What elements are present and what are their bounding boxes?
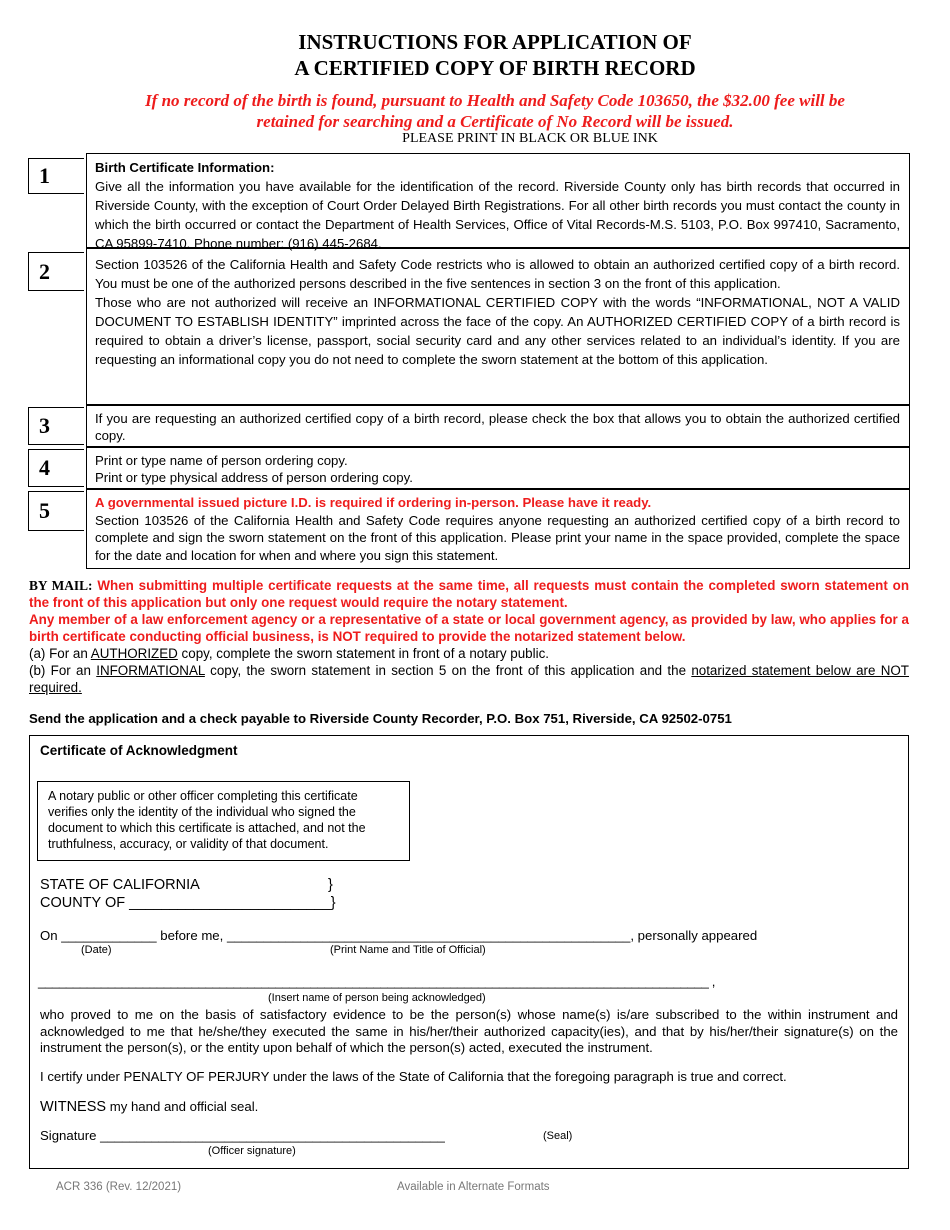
notary-disclaimer-text: A notary public or other officer completing this certificate verifies only the identity of the individual who signed the document to which this certificate is attached, and not the truthfulness, accuracy, or validity of that document. bbox=[48, 789, 366, 851]
alternate-formats-note: Available in Alternate Formats bbox=[397, 1181, 550, 1193]
option-a-prefix: (a) For an bbox=[29, 646, 91, 661]
by-mail-multiple-requests: When submitting multiple certificate requests at the same time, all requests must contain the completed sworn statement on the front of this application but only one request would require the notary statement. bbox=[29, 578, 909, 610]
state-brace: } bbox=[328, 877, 333, 893]
state-of-california: STATE OF CALIFORNIA bbox=[40, 877, 200, 893]
section-3-body: If you are requesting an authorized certified copy of a birth record, please check the box that allows you to obtain the authorized certified copy. bbox=[95, 411, 900, 443]
section-2-paragraph-2: Those who are not authorized will receive an INFORMATIONAL CERTIFIED COPY with the words “INFORMATIONAL, NOT A VALID DOCUMENT TO ESTABLISH IDENTITY” imprinted across the face of the copy. An AUTHORIZED CERTIFIED COPY of a birth record is required to obtain a driver’s license, passport, social security card and any other services related to an individual’s identity. If you are requesting an informational copy you do not need to complete the sworn statement at the bottom of this application. bbox=[95, 295, 900, 367]
no-record-notice-line-1: If no record of the birth is found, pursuant to Health and Safety Code 103650, the $32.00 fee will be bbox=[145, 91, 845, 110]
section-5-number: 5 bbox=[28, 491, 84, 531]
send-instructions: Send the application and a check payable to Riverside County Recorder, P.O. Box 751, Riverside, CA 92502-0751 bbox=[29, 711, 732, 726]
option-b-informational: INFORMATIONAL bbox=[96, 663, 205, 678]
page-title-line-1: INSTRUCTIONS FOR APPLICATION OF bbox=[298, 30, 692, 54]
person-acknowledged-label: (Insert name of person being acknowledged) bbox=[268, 992, 486, 1004]
section-2-number: 2 bbox=[28, 252, 84, 291]
section-4-line-1: Print or type name of person ordering copy. bbox=[95, 453, 348, 468]
page-title-line-2: A CERTIFIED COPY OF BIRTH RECORD bbox=[294, 56, 696, 80]
officer-signature-label: (Officer signature) bbox=[208, 1145, 296, 1157]
option-b-middle: copy, the sworn statement in section 5 on the front of this application and the bbox=[204, 663, 692, 678]
by-mail-colon: : bbox=[88, 578, 93, 593]
satisfactory-evidence-paragraph: who proved to me on the basis of satisfactory evidence to be the person(s) whose name(s) is/are subscribed to the within instrument and acknowledged to me that he/she/they executed the same in his/her/their authorized capacity(ies), and that by his/her/their signature(s) on the instrument the person(s), or the entity upon behalf of which the person(s) acted, executed the instrument. bbox=[40, 1007, 898, 1055]
section-3-number: 3 bbox=[28, 407, 84, 445]
section-1-heading: Birth Certificate Information: bbox=[95, 160, 275, 175]
no-record-notice-line-2: retained for searching and a Certificate of No Record will be issued. bbox=[256, 112, 734, 131]
by-mail-agency-exemption: Any member of a law enforcement agency or a representative of a state or local government agency, as provided by law, who applies for a birth certificate conducting official business, is NOT required to provide the notarized statement below. bbox=[29, 612, 909, 644]
official-name-title-label: (Print Name and Title of Official) bbox=[330, 944, 486, 956]
by-mail-block bbox=[29, 577, 909, 696]
ink-instruction: PLEASE PRINT IN BLACK OR BLUE INK bbox=[402, 131, 658, 146]
section-4-number: 4 bbox=[28, 449, 84, 487]
by-mail-label: BY MAIL bbox=[29, 578, 89, 593]
on-date-before-me-line[interactable]: On _____________ before me, _______________________________________________________, personally appeared bbox=[40, 928, 758, 943]
seal-label: (Seal) bbox=[543, 1130, 573, 1142]
option-a-suffix: copy, complete the sworn statement in front of a notary public. bbox=[177, 646, 549, 661]
person-acknowledged-line[interactable]: ________________________________________________________________________________________________ , bbox=[38, 974, 716, 989]
notary-disclaimer-box bbox=[37, 781, 410, 861]
section-2-paragraph-1: Section 103526 of the California Health and Safety Code restricts who is allowed to obtain an authorized certified copy of a birth record. You must be one of the authorized persons described in the five sentences in section 3 on the front of this application. bbox=[95, 257, 900, 291]
witness-rest: my hand and official seal. bbox=[106, 1099, 259, 1114]
section-1-body: Give all the information you have available for the identification of the record. Riverside County only has birth records that occurred in Riverside County, with the exception of Court Order Delayed Birth Registrations. For all other birth records you must contact the county in which the birth occurred or contact the Department of Health Services, Office of Vital Records-M.S. 5103, P.O. Box 997410, Sacramento, CA 95899-7410. Phone number: (916) 445-2684. bbox=[95, 179, 900, 251]
section-5-text bbox=[95, 494, 900, 564]
witness-word: WITNESS bbox=[40, 1099, 107, 1115]
option-b-prefix: (b) For an bbox=[29, 663, 97, 678]
option-b-not-required: notarized statement below are NOT required. bbox=[29, 663, 909, 695]
section-5-id-requirement: A governmental issued picture I.D. is required if ordering in-person. Please have it ready. bbox=[95, 495, 652, 510]
witness-line bbox=[40, 1098, 258, 1116]
county-of-field[interactable]: COUNTY OF _________________________} bbox=[40, 895, 336, 911]
date-label: (Date) bbox=[81, 944, 112, 956]
form-number: ACR 336 (Rev. 12/2021) bbox=[56, 1181, 182, 1193]
section-1-text bbox=[95, 158, 900, 253]
section-1-number: 1 bbox=[28, 158, 84, 194]
signature-line[interactable]: Signature _______________________________________________ bbox=[40, 1128, 445, 1143]
section-5-body: Section 103526 of the California Health and Safety Code requires anyone requesting an authorized certified copy of a birth record to complete and sign the sworn statement on the front of this application. Please print your name in the space provided, complete the space for the date and location for when and where you sign this statement. bbox=[95, 512, 900, 563]
certificate-heading: Certificate of Acknowledgment bbox=[40, 743, 238, 758]
section-4-text bbox=[95, 452, 900, 486]
by-mail-option-b bbox=[29, 662, 909, 696]
penalty-of-perjury-statement: I certify under PENALTY OF PERJURY under the laws of the State of California that the foregoing paragraph is true and correct. bbox=[40, 1069, 787, 1084]
by-mail-option-a bbox=[29, 645, 909, 662]
option-a-authorized: AUTHORIZED bbox=[90, 646, 178, 661]
section-2-text bbox=[95, 255, 900, 369]
section-4-line-2: Print or type physical address of person ordering copy. bbox=[95, 470, 413, 485]
section-3-text bbox=[95, 410, 900, 444]
